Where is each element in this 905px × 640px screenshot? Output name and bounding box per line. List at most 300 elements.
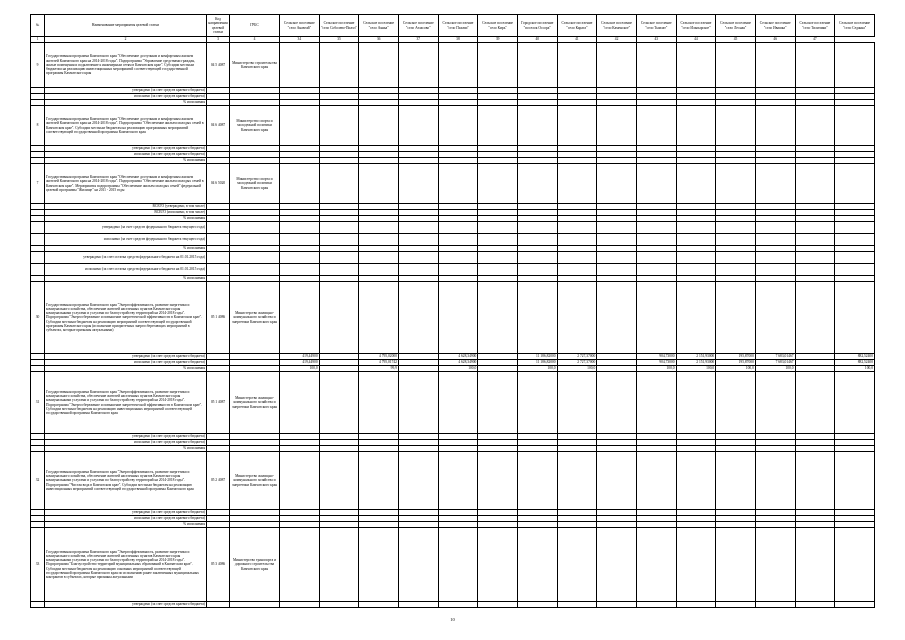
empty-cell <box>319 264 359 276</box>
sub-row <box>31 264 875 276</box>
value-cell: 99,9 <box>359 366 399 372</box>
value-cell: 11 186,82000 <box>517 360 557 366</box>
empty-cell <box>359 452 399 510</box>
empty-cell <box>676 528 716 602</box>
empty-cell <box>359 43 399 88</box>
empty-cell <box>636 452 676 510</box>
empty-cell <box>230 252 280 264</box>
empty-cell <box>636 528 676 602</box>
empty-cell <box>716 234 756 246</box>
col-header-settlement: Сельское поселение "село Каменское" <box>597 15 637 37</box>
sub-row <box>31 222 875 234</box>
empty-cell <box>835 222 875 234</box>
sub-label: % исполнения <box>45 246 207 252</box>
empty-cell <box>676 282 716 354</box>
column-index: 46 <box>755 37 795 43</box>
empty-cell <box>597 372 637 434</box>
empty-cell <box>676 164 716 204</box>
value-cell: 419,44900 <box>280 360 320 366</box>
empty-cell <box>230 222 280 234</box>
program-text: Государственная программа Камчатского края "Энергоэффективность, развитие энергетики и коммунального хозяйства, обеспечение жителей населенных пунктов Камчатского края коммунальными услугами и услугами по благоустройству территорий на 2014-2018 годы". Подпрограмма "Чистая вода в Камчатском крае". Субсидии местным бюджетам на реализацию инвестиционных мероприятий соответствующей государственной программы Камчатского края <box>45 452 207 510</box>
program-code: 04 6 4087 <box>207 106 230 146</box>
empty-cell <box>835 602 875 608</box>
empty-cell <box>557 234 597 246</box>
empty-cell <box>207 252 230 264</box>
empty-cell <box>207 602 230 608</box>
empty-cell <box>597 282 637 354</box>
empty-cell <box>438 252 478 264</box>
empty-cell <box>597 452 637 510</box>
table-body <box>31 43 875 608</box>
empty-cell <box>478 602 518 608</box>
empty-cell <box>438 234 478 246</box>
column-index: 42 <box>597 37 637 43</box>
empty-cell <box>835 252 875 264</box>
empty-cell <box>359 528 399 602</box>
empty-cell <box>280 602 320 608</box>
empty-cell <box>795 164 835 204</box>
empty-cell <box>557 282 597 354</box>
empty-cell <box>280 264 320 276</box>
empty-cell <box>230 234 280 246</box>
empty-cell <box>319 222 359 234</box>
empty-cell <box>319 452 359 510</box>
empty-cell <box>597 234 637 246</box>
empty-cell <box>795 234 835 246</box>
empty-cell <box>280 372 320 434</box>
program-text: Государственная программа Камчатского края "Энергоэффективность, развитие энергетики и коммунального хозяйства, обеспечение жителей населенных пунктов Камчатского края коммунальными услугами и услугами по благоустройству территорий на 2014-2018 годы". Подпрограмма "Благоустройство территорий муниципальных образований в Камчатском крае". Субсидии местным бюджетам на реализацию основных мероприятий соответствующей государственной программы Камчатского края по исполнению ранее заключенных муниципальных контрактов в субъектах, которые признаны актуальными <box>45 528 207 602</box>
empty-cell <box>716 452 756 510</box>
empty-cell <box>280 106 320 146</box>
empty-cell <box>557 528 597 602</box>
col-header-settlement: Сельское поселение "село Кирь" <box>478 15 518 37</box>
empty-cell <box>398 264 438 276</box>
sub-label: % исполнения <box>45 158 207 164</box>
empty-cell <box>755 43 795 88</box>
empty-cell <box>478 234 518 246</box>
program-text: Государственная программа Камчатского края "Энергоэффективность, развитие энергетики и коммунального хозяйства, обеспечение жителей населенных пунктов Камчатского края коммунальными услугами и услугами по благоустройству территорий на 2014-2018 годы". Подпрограмма "Энергосбережение и повышение энергетической эффективности в Камчатском крае". Субсидии местным бюджетам на реализацию инвестиционных мероприятий соответствующей государственной программы Камчатского края <box>45 372 207 434</box>
row-number: 8 <box>31 106 45 146</box>
column-index: 36 <box>359 37 399 43</box>
empty-cell <box>835 264 875 276</box>
empty-cell <box>398 602 438 608</box>
col-header-settlement: Сельское поселение "село Соболево-Пилхэ" <box>319 15 359 37</box>
empty-cell <box>716 222 756 234</box>
col-header-settlement: Сельское поселение "село Атласово" <box>398 15 438 37</box>
empty-cell <box>716 372 756 434</box>
empty-cell <box>478 282 518 354</box>
program-code: 05 1 4087 <box>207 372 230 434</box>
empty-cell <box>517 43 557 88</box>
program-row <box>31 106 875 146</box>
empty-cell <box>517 372 557 434</box>
column-index: 3 <box>207 37 230 43</box>
empty-cell <box>398 43 438 88</box>
sub-label: ВСЕГО (исполнено, в том числе) <box>45 210 207 216</box>
empty-cell <box>835 528 875 602</box>
col-header-no: № <box>31 15 45 37</box>
empty-cell <box>280 282 320 354</box>
column-index: 35 <box>319 37 359 43</box>
value-cell: 7 683,01467 <box>755 354 795 360</box>
program-row <box>31 282 875 354</box>
empty-cell <box>557 264 597 276</box>
empty-cell <box>636 282 676 354</box>
sub-label: % исполнения <box>45 446 207 452</box>
empty-cell <box>795 372 835 434</box>
empty-cell <box>438 43 478 88</box>
value-cell: 4 795,02000 <box>359 354 399 360</box>
empty-cell <box>478 252 518 264</box>
empty-cell <box>207 264 230 276</box>
empty-cell <box>319 372 359 434</box>
sub-label: исполнено (за счет средств краевого бюджета) <box>45 152 207 158</box>
col-header-name: Наименование мероприятия целевой статьи <box>45 15 207 37</box>
empty-cell <box>795 222 835 234</box>
empty-cell <box>280 43 320 88</box>
sub-label: утверждено (за счет средств краевого бюджета) <box>45 510 207 516</box>
column-index: 41 <box>557 37 597 43</box>
empty-cell <box>835 372 875 434</box>
empty-cell <box>31 252 45 264</box>
empty-cell <box>676 372 716 434</box>
value-cell: 100,0 <box>676 366 716 372</box>
empty-cell <box>795 528 835 602</box>
empty-cell <box>676 43 716 88</box>
empty-cell <box>755 252 795 264</box>
empty-cell <box>716 106 756 146</box>
program-row <box>31 452 875 510</box>
empty-cell <box>478 43 518 88</box>
empty-cell <box>319 602 359 608</box>
empty-cell <box>557 222 597 234</box>
empty-cell <box>280 234 320 246</box>
column-index: 43 <box>636 37 676 43</box>
empty-cell <box>280 222 320 234</box>
empty-cell <box>835 43 875 88</box>
sub-label: % исполнения <box>45 366 207 372</box>
sub-label: исполнено (за счет средств федерального бюджета текущего года) <box>45 234 207 246</box>
empty-cell <box>398 452 438 510</box>
value-cell: 7 683,01467 <box>755 360 795 366</box>
empty-cell <box>676 222 716 234</box>
empty-cell <box>755 222 795 234</box>
sub-label: утверждено (за счет остатка средств федерального бюджета на 01.01.2015 года) <box>45 252 207 264</box>
empty-cell <box>438 164 478 204</box>
empty-cell <box>359 252 399 264</box>
empty-cell <box>597 164 637 204</box>
empty-cell <box>716 164 756 204</box>
value-cell: 195,87000 <box>716 360 756 366</box>
program-code: 04 6 5020 <box>207 164 230 204</box>
col-header-settlement: Сельское поселение "село Ильпырское" <box>676 15 716 37</box>
column-index: 37 <box>398 37 438 43</box>
program-text: Государственная программа Камчатского края "Обеспечение доступным и комфортным жильем жителей Камчатского края на 2014-2018 годы". Подпрограмма "Обеспечение жильем молодых семей в Камчатском крае". Субсидии местным бюджетам на реализацию программных мероприятий соответствующей государственной программы Камчатского края <box>45 106 207 146</box>
empty-cell <box>398 106 438 146</box>
report-table <box>30 14 875 608</box>
column-index: 40 <box>517 37 557 43</box>
empty-cell <box>755 528 795 602</box>
column-index: 1 <box>31 37 45 43</box>
sub-row <box>31 252 875 264</box>
row-number: 9 <box>31 43 45 88</box>
sub-label: исполнено (за счет средств краевого бюджета) <box>45 360 207 366</box>
program-grbs: Министерство спорта и молодежной политики Камчатского края <box>230 106 280 146</box>
column-index: 4 <box>230 37 280 43</box>
col-header-grbs: ГРБС <box>230 15 280 37</box>
empty-cell <box>280 252 320 264</box>
empty-cell <box>636 264 676 276</box>
empty-cell <box>31 222 45 234</box>
value-cell: 904,73000 <box>636 360 676 366</box>
empty-cell <box>319 528 359 602</box>
empty-cell <box>517 106 557 146</box>
empty-cell <box>319 252 359 264</box>
empty-cell <box>359 282 399 354</box>
sub-label: исполнено (за счет средств краевого бюджета) <box>45 94 207 100</box>
empty-cell <box>795 43 835 88</box>
empty-cell <box>319 43 359 88</box>
program-grbs: Министерство спорта и молодежной политики Камчатского края <box>230 164 280 204</box>
empty-cell <box>517 282 557 354</box>
empty-cell <box>280 452 320 510</box>
empty-cell <box>478 264 518 276</box>
empty-cell <box>636 234 676 246</box>
col-header-code: Код направления целевой статьи <box>207 15 230 37</box>
program-code: 04 5 4087 <box>207 43 230 88</box>
column-index: 38 <box>438 37 478 43</box>
empty-cell <box>636 372 676 434</box>
value-cell: 100,0 <box>835 366 875 372</box>
empty-cell <box>557 164 597 204</box>
empty-cell <box>31 602 45 608</box>
program-grbs: Министерство жилищно-коммунального хозяйства и энергетики Камчатского края <box>230 372 280 434</box>
empty-cell <box>597 106 637 146</box>
empty-cell <box>398 222 438 234</box>
column-index: 44 <box>676 37 716 43</box>
program-grbs: Министерство жилищно-коммунального хозяйства и энергетики Камчатского края <box>230 452 280 510</box>
column-index: 2 <box>45 37 207 43</box>
value-cell: 4 628,34900 <box>438 360 478 366</box>
empty-cell <box>359 164 399 204</box>
empty-cell <box>636 252 676 264</box>
sub-label: исполнено (за счет средств краевого бюджета) <box>45 516 207 522</box>
empty-cell <box>438 222 478 234</box>
value-cell: 100,0 <box>280 366 320 372</box>
empty-cell <box>795 106 835 146</box>
empty-cell <box>636 222 676 234</box>
col-header-settlement: Сельское поселение "село Пахачи" <box>438 15 478 37</box>
empty-cell <box>319 282 359 354</box>
empty-cell <box>835 452 875 510</box>
value-cell: 2 151,93000 <box>676 354 716 360</box>
sub-row <box>31 234 875 246</box>
program-code: 05 3 4086 <box>207 528 230 602</box>
empty-cell <box>438 264 478 276</box>
empty-cell <box>755 602 795 608</box>
empty-cell <box>207 222 230 234</box>
empty-cell <box>557 106 597 146</box>
value-cell: 882,52400 <box>835 354 875 360</box>
empty-cell <box>359 264 399 276</box>
value-cell: 100,0 <box>438 366 478 372</box>
col-header-settlement: Сельское поселение "село Лесная" <box>716 15 756 37</box>
program-grbs: Министерство строительства Камчатского края <box>230 43 280 88</box>
empty-cell <box>478 164 518 204</box>
value-cell: 195,87000 <box>716 354 756 360</box>
empty-cell <box>517 452 557 510</box>
empty-cell <box>359 602 399 608</box>
program-row <box>31 43 875 88</box>
empty-cell <box>795 264 835 276</box>
column-index: 34 <box>280 37 320 43</box>
empty-cell <box>636 602 676 608</box>
empty-cell <box>359 234 399 246</box>
program-text: Государственная программа Камчатского края "Обеспечение доступным и комфортным жильем жителей Камчатского края на 2014-2018 годы". Подпрограмма "Управление средствами граждан, жилые помещения и подключение к инженерным сетям в Камчатском крае". Субсидии местным бюджетам на реализацию инвестиционных мероприятий соответствующей государственной программы Камчатского края <box>45 43 207 88</box>
empty-cell <box>478 222 518 234</box>
empty-cell <box>478 452 518 510</box>
sub-label: утверждено (за счет средств краевого бюджета) <box>45 602 207 608</box>
empty-cell <box>438 602 478 608</box>
empty-cell <box>755 234 795 246</box>
empty-cell <box>557 372 597 434</box>
empty-cell <box>597 252 637 264</box>
sub-label: исполнено (за счет остатка средств федерального бюджета на 01.01.2015 года) <box>45 264 207 276</box>
empty-cell <box>795 602 835 608</box>
empty-cell <box>207 234 230 246</box>
empty-cell <box>716 264 756 276</box>
empty-cell <box>438 372 478 434</box>
empty-cell <box>557 252 597 264</box>
empty-cell <box>478 528 518 602</box>
empty-cell <box>438 528 478 602</box>
empty-cell <box>597 222 637 234</box>
empty-cell <box>597 528 637 602</box>
empty-cell <box>557 602 597 608</box>
value-cell: 2 727,37000 <box>557 360 597 366</box>
empty-cell <box>835 282 875 354</box>
empty-cell <box>31 234 45 246</box>
empty-cell <box>319 106 359 146</box>
empty-cell <box>636 43 676 88</box>
empty-cell <box>716 602 756 608</box>
empty-cell <box>716 282 756 354</box>
empty-cell <box>676 452 716 510</box>
empty-cell <box>517 234 557 246</box>
value-cell: 2 151,93000 <box>676 360 716 366</box>
empty-cell <box>636 164 676 204</box>
empty-cell <box>755 452 795 510</box>
column-index: 47 <box>795 37 835 43</box>
empty-cell <box>280 164 320 204</box>
col-header-settlement: Сельское поселение "село Карага" <box>557 15 597 37</box>
sub-label: % исполнения <box>45 522 207 528</box>
empty-cell <box>557 452 597 510</box>
empty-cell <box>359 372 399 434</box>
page-number: 10 <box>450 617 455 622</box>
col-header-settlement: Сельское поселение "село Аянка" <box>359 15 399 37</box>
col-header-settlement: Сельское поселение "село Анавгай" <box>280 15 320 37</box>
empty-cell <box>319 234 359 246</box>
value-cell: 11 186,82000 <box>517 354 557 360</box>
empty-cell <box>398 164 438 204</box>
program-row <box>31 372 875 434</box>
sub-label: % исполнения <box>45 100 207 106</box>
empty-cell <box>319 164 359 204</box>
header-row <box>31 15 875 37</box>
empty-cell <box>478 106 518 146</box>
empty-cell <box>755 282 795 354</box>
empty-cell <box>398 528 438 602</box>
program-grbs: Министерство жилищно-коммунального хозяйства и энергетики Камчатского края <box>230 282 280 354</box>
sub-label: % исполнения <box>45 216 207 222</box>
sub-label: исполнено (за счет средств краевого бюджета) <box>45 440 207 446</box>
empty-cell <box>835 164 875 204</box>
col-header-settlement: Городское поселение "поселок Оссора" <box>517 15 557 37</box>
empty-cell <box>517 164 557 204</box>
value-cell: 882,52400 <box>835 360 875 366</box>
empty-cell <box>597 602 637 608</box>
sub-label: утверждено (за счет средств федерального бюджета текущего года) <box>45 222 207 234</box>
empty-cell <box>835 106 875 146</box>
empty-cell <box>280 528 320 602</box>
empty-cell <box>597 264 637 276</box>
empty-cell <box>517 264 557 276</box>
empty-cell <box>716 528 756 602</box>
column-index: 45 <box>716 37 756 43</box>
sub-label: утверждено (за счет средств краевого бюджета) <box>45 146 207 152</box>
row-number: 33 <box>31 528 45 602</box>
row-number: 31 <box>31 372 45 434</box>
empty-cell <box>398 234 438 246</box>
empty-cell <box>517 252 557 264</box>
empty-cell <box>676 234 716 246</box>
value-cell: 4 795,01742 <box>359 360 399 366</box>
empty-cell <box>517 602 557 608</box>
empty-cell <box>230 264 280 276</box>
program-row <box>31 164 875 204</box>
empty-cell <box>755 372 795 434</box>
value-cell: 100,0 <box>636 366 676 372</box>
empty-cell <box>716 252 756 264</box>
empty-cell <box>438 282 478 354</box>
row-number: 32 <box>31 452 45 510</box>
empty-cell <box>676 602 716 608</box>
col-header-settlement: Сельское поселение "село Тымлат" <box>636 15 676 37</box>
program-text: Государственная программа Камчатского края "Энергоэффективность, развитие энергетики и коммунального хозяйства, обеспечение жителей населенных пунктов Камчатского края коммунальными услугами и услугами по благоустройству территорий на 2014-2018 годы". Подпрограмма "Энергосбережение и повышение энергетической эффективности в Камчатском крае". Субсидии местным бюджетам на реализацию мероприятий соответствующей государственной программы Камчатского края (исполнение приоритетных энергосберегающих мероприятий в субъектах, которые признаны актуальными) <box>45 282 207 354</box>
row-number: 30 <box>31 282 45 354</box>
empty-cell <box>755 164 795 204</box>
empty-cell <box>438 106 478 146</box>
sub-row <box>31 602 875 608</box>
empty-cell <box>597 43 637 88</box>
empty-cell <box>398 252 438 264</box>
value-cell: 904,73000 <box>636 354 676 360</box>
empty-cell <box>230 602 280 608</box>
empty-cell <box>31 264 45 276</box>
value-cell: 4 628,34900 <box>438 354 478 360</box>
sub-label: утверждено (за счет средств краевого бюджета) <box>45 354 207 360</box>
empty-cell <box>557 43 597 88</box>
empty-cell <box>359 222 399 234</box>
sub-label: % исполнения <box>45 276 207 282</box>
value-cell: 2 727,37000 <box>557 354 597 360</box>
empty-cell <box>795 252 835 264</box>
empty-cell <box>478 372 518 434</box>
empty-cell <box>795 452 835 510</box>
sub-label: утверждено (за счет средств краевого бюджета) <box>45 88 207 94</box>
value-cell: 100,0 <box>557 366 597 372</box>
